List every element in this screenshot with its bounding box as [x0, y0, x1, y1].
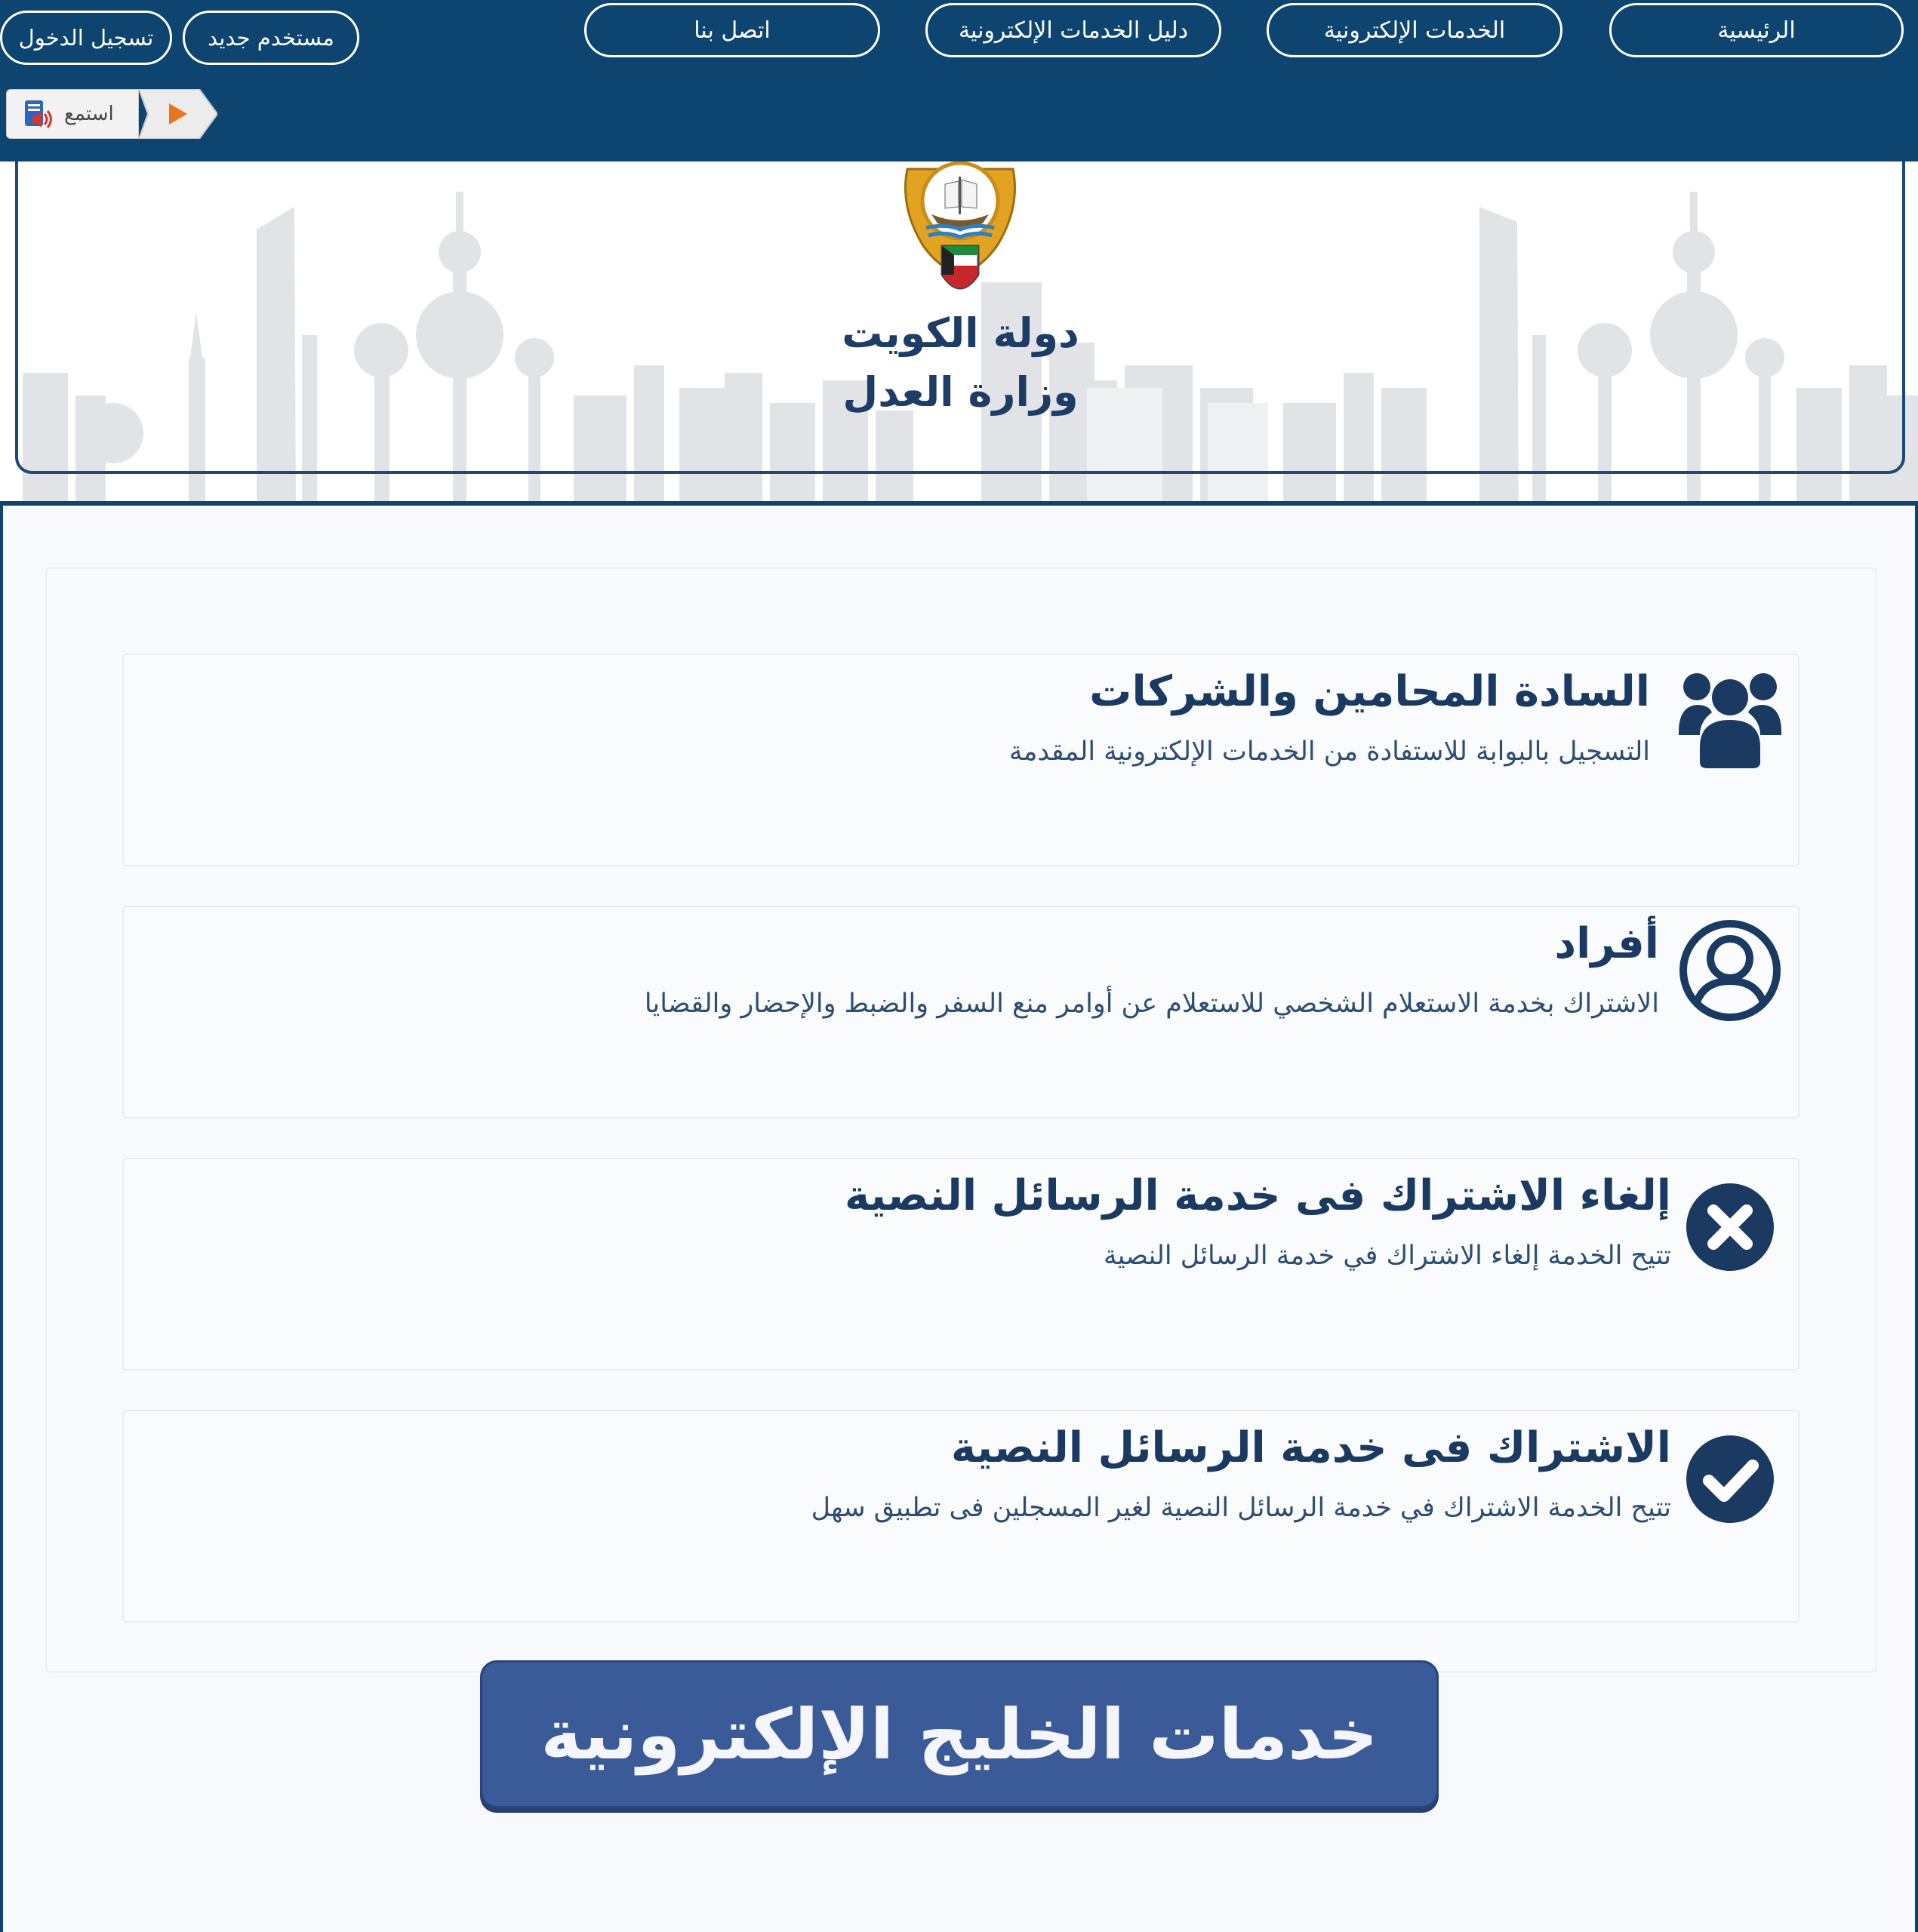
check-circle-icon [1677, 1426, 1783, 1532]
service-card-individuals[interactable] [122, 906, 1799, 1118]
play-icon[interactable] [139, 89, 217, 139]
banner-title-ministry: وزارة العدل [842, 368, 1079, 416]
gulf-eservices-button[interactable]: خدمات الخليج الإلكترونية [480, 1660, 1439, 1808]
top-navigation-bar [0, 0, 1918, 162]
card-title: السادة المحامين والشركات [1089, 667, 1650, 716]
listen-label: استمع [64, 103, 114, 125]
card-description: تتيح الخدمة إلغاء الاشتراك في خدمة الرسائل النصية [1103, 1241, 1671, 1271]
card-description: تتيح الخدمة الاشتراك في خدمة الرسائل النصية لغير المسجلين فى تطبيق سهل [811, 1493, 1671, 1523]
card-description: الاشتراك بخدمة الاستعلام الشخصي للاستعلام عن أوامر منع السفر والضبط والإحضار والقضايا [644, 989, 1659, 1019]
close-circle-icon [1677, 1174, 1783, 1280]
new-user-button[interactable]: مستخدم جديد [183, 11, 359, 65]
header-banner [0, 162, 1918, 506]
card-title: أفراد [1554, 919, 1659, 968]
listen-button[interactable] [6, 89, 139, 139]
service-card-sms-unsubscribe[interactable] [122, 1158, 1799, 1371]
services-container [45, 568, 1876, 1672]
nav-contact-button[interactable]: اتصل بنا [584, 3, 880, 57]
service-card-lawyers-companies[interactable] [122, 654, 1799, 866]
users-group-icon [1677, 663, 1783, 768]
card-title: إلغاء الاشتراك فى خدمة الرسائل النصية [844, 1171, 1671, 1220]
listen-widget[interactable] [6, 89, 217, 139]
kuwait-emblem-logo [892, 162, 1028, 305]
speaker-icon [23, 97, 54, 131]
service-card-sms-subscribe[interactable] [122, 1410, 1799, 1623]
nav-eservices-guide-button[interactable]: دليل الخدمات الإلكترونية [925, 3, 1221, 57]
nav-eservices-button[interactable]: الخدمات الإلكترونية [1267, 3, 1562, 57]
card-description: التسجيل بالبوابة للاستفادة من الخدمات الإلكترونية المقدمة [1008, 737, 1650, 767]
nav-home-button[interactable]: الرئيسية [1609, 3, 1904, 57]
login-button[interactable]: تسجيل الدخول [0, 11, 172, 65]
banner-title-state: دولة الكويت [842, 309, 1079, 357]
card-title: الاشتراك فى خدمة الرسائل النصية [950, 1423, 1671, 1472]
user-icon [1677, 918, 1783, 1023]
